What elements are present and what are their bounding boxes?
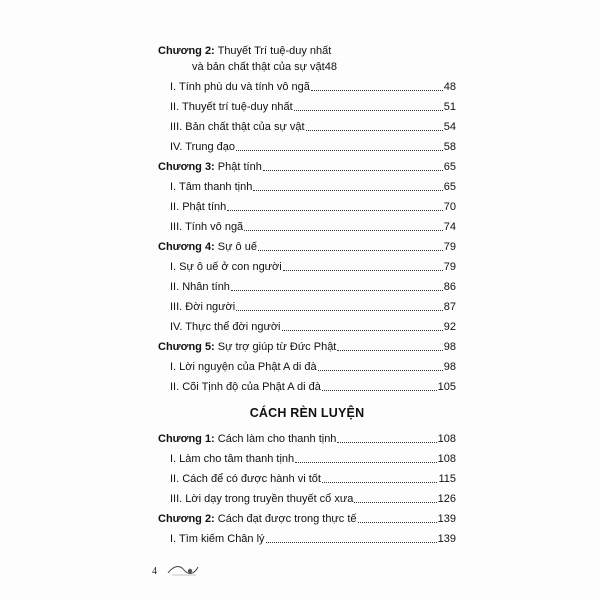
section-title: IV. Thực thể đời người [170,321,281,333]
leader-dots [266,541,437,543]
toc-section [158,354,456,374]
page-number: 98 [443,341,456,353]
section-title: I. Làm cho tâm thanh tịnh [170,453,295,465]
toc-section [158,294,456,314]
section-title: III. Bản chất thật của sự vật [170,121,305,133]
chapter-title: Phật tính [217,161,262,173]
toc-chapter-3 [158,154,456,174]
section-title: II. Nhân tính [170,281,230,293]
chapter-label: Chương 2: [158,45,215,57]
toc-chapter-2 [158,38,456,58]
leader-dots [227,209,442,211]
section-title: I. Tâm thanh tịnh [170,181,253,193]
section-title: I. Lời nguyện của Phật A di đà [170,361,317,373]
chapter-label: Chương 5: [158,341,215,353]
section-title: I. Tìm kiếm Chân lý [170,533,265,545]
toc-section [158,374,456,394]
leader-dots [253,189,442,191]
leader-dots [231,289,443,291]
chapter-title: Sự ô uế [217,241,257,253]
page-number: 126 [437,493,456,505]
page-number: 139 [437,533,456,545]
leader-dots [244,229,443,231]
chapter-title: Sự trợ giúp từ Đức Phật [217,341,337,353]
publisher-logo-icon [166,561,200,577]
chapter-label: Chương 3: [158,161,215,173]
leader-dots [322,389,437,391]
page-number: 58 [443,141,456,153]
toc-section [158,314,456,334]
page-number: 87 [443,301,456,313]
section-heading: CÁCH RÈN LUYỆN [249,406,365,420]
toc-section [158,274,456,294]
leader-dots [318,369,443,371]
leader-dots [283,269,443,271]
leader-dots [358,521,437,523]
section-title: III. Đời người [170,301,236,313]
toc-section [158,446,456,466]
leader-dots [282,329,443,331]
page-number: 86 [443,281,456,293]
section-title: I. Sự ô uế ở con người [170,261,282,273]
section-title: II. Cõi Tịnh độ của Phật A di đà [170,381,321,393]
chapter-label: Chương 1: [158,433,215,445]
section-title: II. Cách để có được hành vi tốt [170,473,321,485]
section-title: III. Tính vô ngã [170,221,244,233]
leader-dots [263,169,443,171]
page-number: 51 [443,101,456,113]
page-number: 105 [437,381,456,393]
toc-chapter-5 [158,334,456,354]
section-title: I. Tính phù du và tính vô ngã [170,81,310,93]
toc-section [158,74,456,94]
leader-dots [294,109,443,111]
toc-section [158,194,456,214]
leader-dots [337,441,436,443]
toc-chapter-2 [158,506,456,526]
section-title: II. Thuyết trí tuệ-duy nhất [170,101,293,113]
leader-dots [337,349,442,351]
page-number: 54 [443,121,456,133]
section-title: II. Phật tính [170,201,227,213]
page-number: 79 [443,241,456,253]
page-number: 92 [443,321,456,333]
toc-section [158,486,456,506]
toc-section [158,254,456,274]
page-number: 108 [437,453,456,465]
page-number-footer: 4 [152,566,157,577]
leader-dots [322,481,438,483]
toc-part-2 [158,426,456,546]
page-number: 139 [437,513,456,525]
chapter-title: Cách đạt được trong thực tế [217,513,357,525]
page-number: 108 [437,433,456,445]
chapter-title: Cách làm cho thanh tịnh [217,433,337,445]
toc-section [158,174,456,194]
toc-chapter-4 [158,234,456,254]
section-title: IV. Trung đạo [170,141,236,153]
page-number: 74 [443,221,456,233]
chapter-label: Chương 2: [158,513,215,525]
toc-section [158,214,456,234]
leader-dots [354,501,436,503]
page-number: 70 [443,201,456,213]
page-number: 48 [324,61,337,73]
toc-chapter-1 [158,426,456,446]
page-number: 98 [443,361,456,373]
leader-dots [236,309,443,311]
toc-section [158,94,456,114]
page-number: 48 [443,81,456,93]
toc-section [158,466,456,486]
leader-dots [306,129,443,131]
toc-section [158,114,456,134]
leader-dots [258,249,443,251]
chapter-label: Chương 4: [158,241,215,253]
leader-dots [236,149,443,151]
page-number: 65 [443,161,456,173]
toc-section [158,134,456,154]
page-number: 115 [438,473,456,485]
section-title: III. Lời dạy trong truyền thuyết cổ xưa [170,493,354,505]
chapter-title-cont: và bản chất thật của sự vật [192,61,325,73]
toc-chapter-2-line2 [158,58,456,74]
leader-dots [311,89,443,91]
toc-part-1 [158,38,456,394]
page-number: 65 [443,181,456,193]
leader-dots [295,461,437,463]
toc-section [158,526,456,546]
chapter-title: Thuyết Trí tuệ-duy nhất [217,45,332,57]
page-number: 79 [443,261,456,273]
